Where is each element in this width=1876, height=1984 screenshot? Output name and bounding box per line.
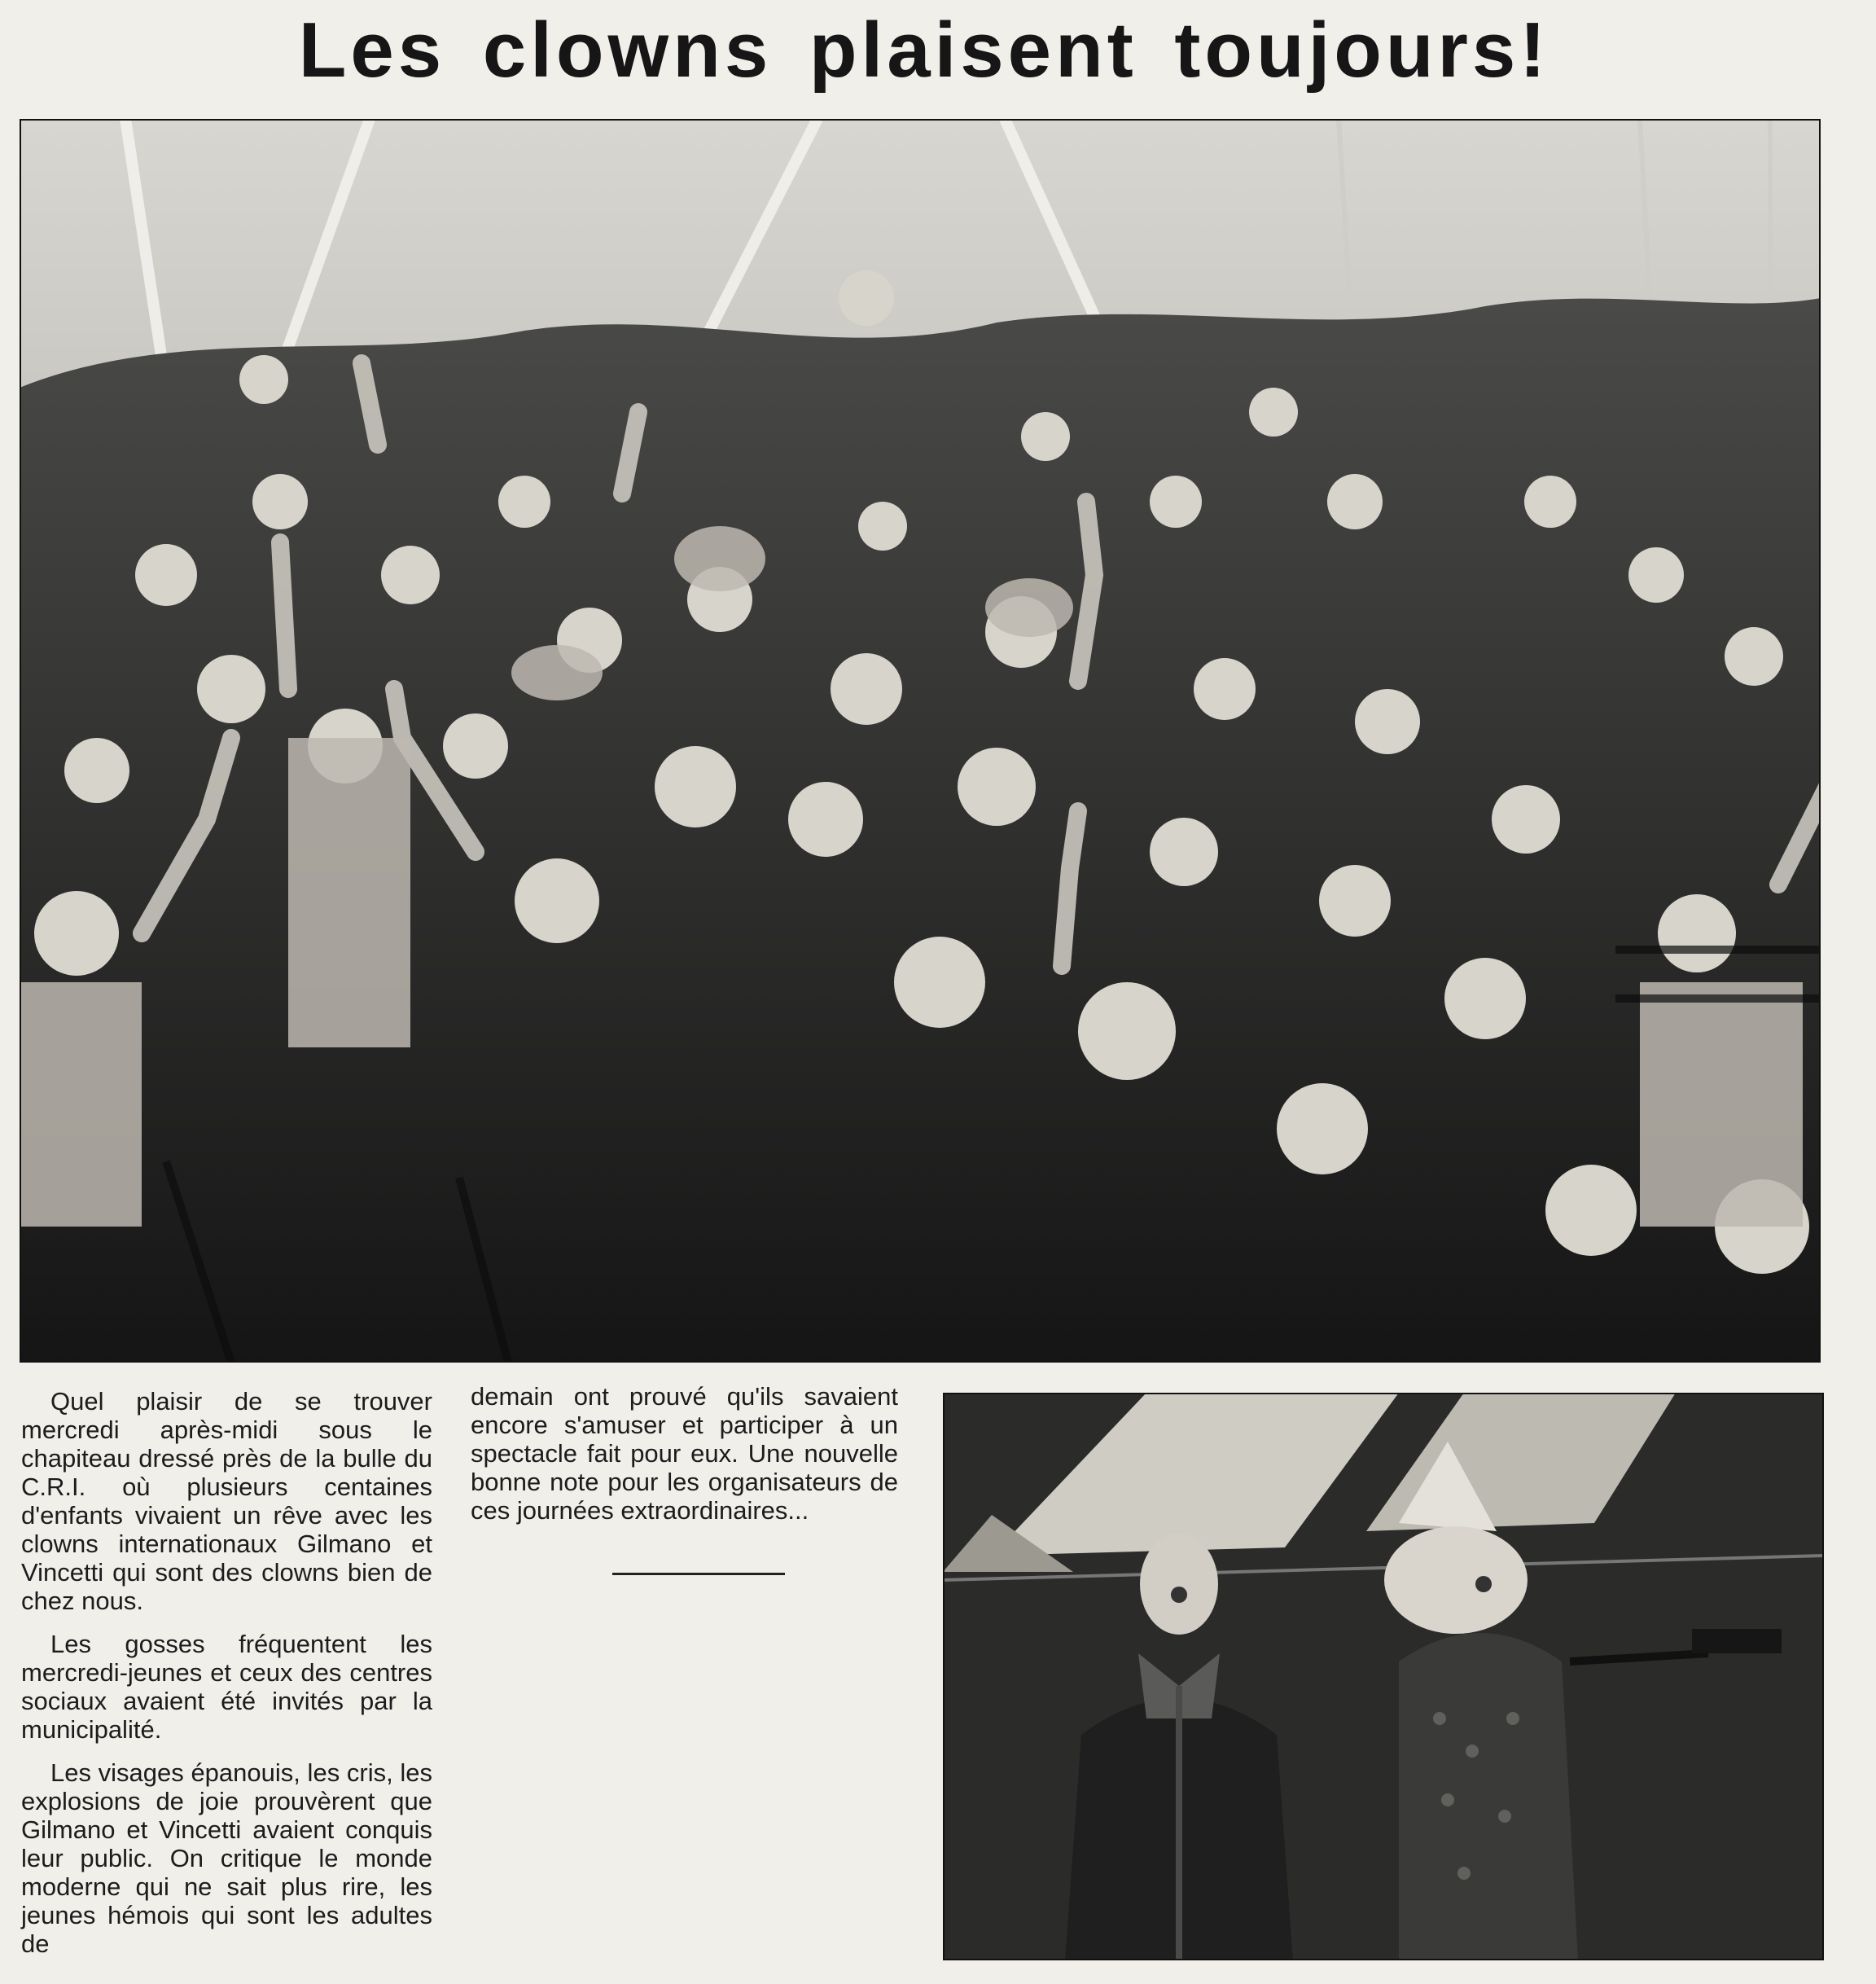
clowns-photo (943, 1393, 1824, 1960)
article-column-1 (21, 1387, 432, 1973)
paragraph-3: Les visages épanouis, les cris, les explosions de joie prouvèrent que Gilmano et Vincetti avaient conquis leur public. On critique le monde moderne qui ne sait plus rire, les jeunes hémois qui sont les adultes de (21, 1758, 432, 1958)
clowns-photo-illustration (943, 1393, 1824, 1960)
paragraph-4: demain ont prouvé qu'ils savaient encore s'amuser et participer à un spectacle fait pour eux. Une nouvelle bonne note pour les organisateurs de ces journées extraordinaires... (471, 1382, 898, 1525)
end-rule (612, 1573, 785, 1575)
crowd-photo-illustration (20, 119, 1821, 1363)
paragraph-2: Les gosses fréquentent les mercredi-jeunes et ceux des centres sociaux avaient été invités par la municipalité. (21, 1630, 432, 1744)
crowd-photo (20, 119, 1821, 1363)
article-column-2 (471, 1382, 898, 1539)
headline: Les clowns plaisent toujours! (298, 7, 1550, 94)
paragraph-1: Quel plaisir de se trouver mercredi après-midi sous le chapiteau dressé près de la bulle du C.R.I. où plusieurs centaines d'enfants vivaient un rêve avec les clowns internationaux Gilmano et Vincetti qui sont des clowns bien de chez nous. (21, 1387, 432, 1615)
